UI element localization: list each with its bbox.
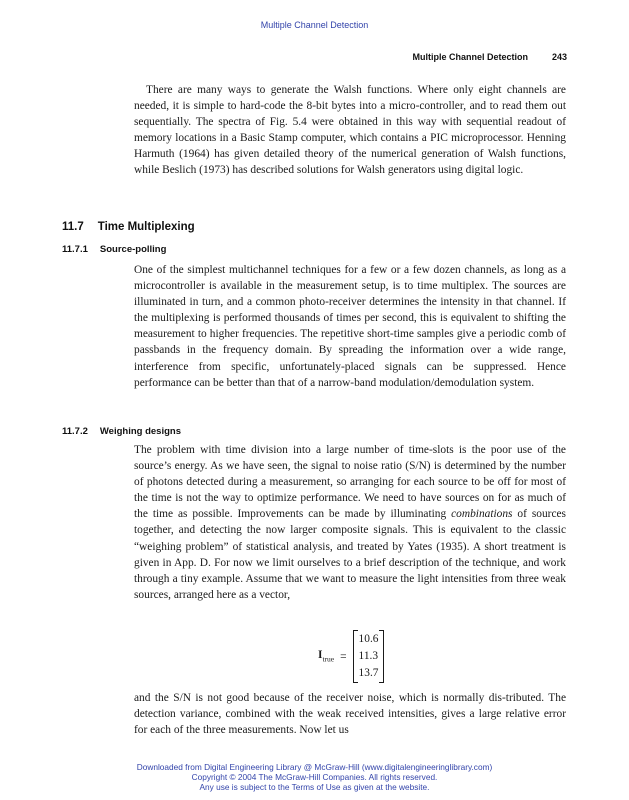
section-number: 11.7 — [62, 221, 84, 233]
page-number: 243 — [551, 52, 567, 62]
equation-i-true — [318, 630, 384, 683]
section-title: Time Multiplexing — [97, 221, 195, 233]
subsection-title: Source-polling — [99, 244, 167, 255]
vector-entry: 13.7 — [358, 667, 379, 679]
paragraph-text-part: of sources together, and detecting the now larger composite signals. This is equivalent to the classic “weighing problem” of statistical analysis, and treated by Yates (1935). A short treatment is given in App. D. For now we limit ourselves to a brief description of the technique, and work through a tiny example. Assume that we want to measure the light intensities from three weak sources, arranged here as a vector, — [134, 508, 566, 601]
footer-copyright-line: Copyright © 2004 The McGraw-Hill Companies. All rights reserved. — [191, 772, 438, 782]
subsection-number: 11.7.1 — [62, 244, 88, 255]
equation-symbol: I — [318, 649, 323, 662]
column-vector — [353, 630, 385, 683]
vector-entry: 11.3 — [358, 650, 379, 662]
equation-subscript: true — [322, 654, 335, 664]
footer-download-line[interactable]: Downloaded from Digital Engineering Library @ McGraw-Hill (www.digitalengineeringlibrary.com) — [136, 762, 493, 772]
running-head — [412, 52, 567, 62]
footer-notice — [0, 762, 629, 792]
equation-lhs — [318, 649, 334, 663]
paragraph-sn-noise: and the S/N is not good because of the receiver noise, which is normally dis-tributed. The detection variance, combined with the weak received intensities, gives a large relative error for each of the three measurements. Now let us — [134, 692, 566, 737]
equation-equals: = — [340, 650, 347, 663]
paragraph-weighing-designs — [134, 442, 566, 603]
paragraph-walsh-generation: There are many ways to generate the Walsh functions. Where only eight channels are needed, it is simple to hard-code the 8-bit bytes into a micro-controller, and to read them out sequentially. The spectra of Fig. 5.4 were obtained in this way with sequential readout of memory locations in a Basic Stamp computer, which contains a PIC microprocessor. Henning Harmuth (1964) has given detailed theory of the numerical generation of Walsh functions, while Beslich (1973) has described solutions for Walsh generators using digital logic. — [134, 84, 566, 177]
subsection-number: 11.7.2 — [62, 426, 88, 437]
emphasis-combinations: combinations — [451, 508, 513, 521]
footer-terms-line: Any use is subject to the Terms of Use as given at the website. — [199, 782, 430, 792]
subsection-title: Weighing designs — [99, 426, 181, 437]
running-head-title: Multiple Channel Detection — [412, 52, 528, 62]
paragraph-source-polling: One of the simplest multichannel techniques for a few or a few dozen channels, as long as a microcontroller is available in the measurement setup, is to time multiplex. The sources are illuminated in turn, and a common photo-receiver determines the intensity in that channel. If the multiplexing is performed thousands of times per second, this is equivalent to shifting the measurement to higher frequencies. The repetitive short-time samples give a periodic comb of passbands in the frequency domain. By spreading the information over a wide range, interference from specific, unfortunately-placed signals can be suppressed. Hence performance can be better than that of a narrow-band modulation/demodulation system. — [134, 264, 566, 389]
section-heading-time-multiplexing — [62, 221, 195, 233]
subsection-heading-weighing-designs — [62, 426, 181, 437]
vector-entry: 10.6 — [358, 633, 379, 645]
top-banner: Multiple Channel Detection — [260, 20, 369, 30]
subsection-heading-source-polling — [62, 244, 166, 255]
paragraph-text-part: The problem with time division into a large number of time-slots is the poor use of the source’s energy. As we have seen, the signal to noise ratio (S/N) is determined by the number of photons detected during a measurement, so arranging for each source to be off for most of the time is not the way to optimize performance. We need to have sources on for as much of the time as possible. Improvements can be made by illuminating — [134, 444, 566, 521]
